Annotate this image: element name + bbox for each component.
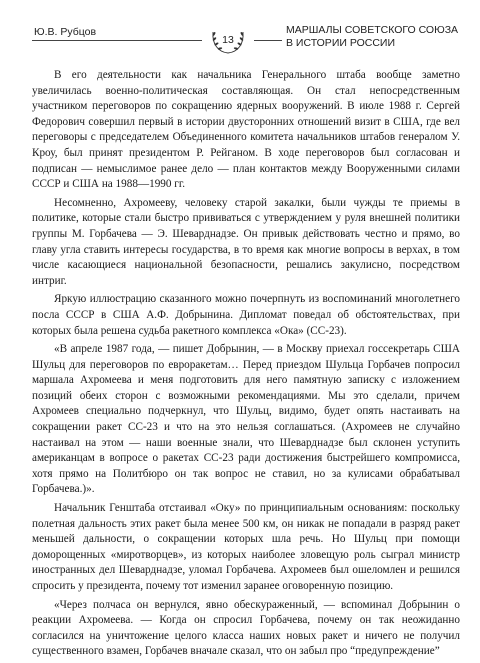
header-rule-left <box>32 40 202 41</box>
page-number: 13 <box>222 34 234 46</box>
page-header <box>0 0 480 62</box>
paragraph: Несомненно, Ахромееву, человеку старой закалки, были чужды те приемы в политике, которые стали быстро прививаться с утверждением у руля внешней политики группы М. Горбачева — Э. Шеварднадзе. Он привык действовать честно и прямо, во главу угла ставить интересы государства, в то время как многие вопросы в верхах, в том числе касающиеся национальной безопасности, решались закулисно, посредством интриг. <box>32 196 460 287</box>
paragraph: Начальник Генштаба отстаивал «Оку» по принципиальным основаниям: поскольку полетная дальность этих ракет была менее 500 км, он никак не попадали в разряд ракет меньшей дальности, о сокращении которых шла речь. Но Шульц при помощи доморощенных «миротворцев», из которых наиболее зловещую роль сыграл министр иностранных дел Шеварднадзе, уломал Горбачева. Ахромеев был ошеломлен и решился спросить у президента, почему тот изменил заранее оговоренную позицию. <box>32 502 460 592</box>
running-series-title <box>286 24 458 50</box>
paragraph: «В апреле 1987 года, — пишет Добрынин, — в Москву приехал госсекретарь США Шульц для переговоров по евроракетам… Перед приездом Шульца Горбачев попросил маршала Ахромеева и меня подготовить для него памятную записку с изложением позиций обеих сторон с возможными рекомендациями. Мы это сделали, причем Ахромеев специально подчеркнул, что Шульц, видимо, будет опять настаивать на сокращении ракет СС-23 и что на это нельзя соглашаться. (Ахромеев не случайно настаивал на этом — наши военные знали, что Шеварднадзе был склонен уступить американцам в вопросе о ракетах СС-23 ради достижения быстрейшего компромисса, хотя прямо на Политбюро он так вопрос не ставил, но за кулисами обрабатывал Горбачева.)». <box>32 343 460 496</box>
body-text <box>32 68 460 663</box>
header-rule-right <box>254 40 282 41</box>
running-author: Ю.В. Рубцов <box>34 26 97 38</box>
series-title-line-1: МАРШАЛЫ СОВЕТСКОГО СОЮЗА <box>286 24 459 36</box>
paragraph: Яркую иллюстрацию сказанного можно почерпнуть из воспоминаний многолетнего посла СССР в США А.Ф. Добрынина. Дипломат поведал об обстоятельствах, при которых была решена судьба ракетного комплекса «Ока» (СС-23). <box>32 293 460 337</box>
paragraph: «Через полчаса он вернулся, явно обескураженный, — вспоминал Добрынин о реакции Ахромеева. — Когда он спросил Горбачева, почему он так неожиданно согласился на уничтожение целого класса наших новых ракет и ничего не получил существенного взамен, Горбачев вначале сказал, что он забыл про “предупреждение” <box>32 598 460 658</box>
paragraph: В его деятельности как начальника Генерального штаба вообще заметно увеличилась военно-политическая составляющая. Он стал непосредственным участником переговоров по сокращению ядерных вооружений. В июле 1988 г. Сергей Федорович совершил первый в истории двусторонних отношений визит в США, где вел переговоры с председателем Объединенного комитета начальников штабов генералом У. Кроу, был принят президентом Р. Рейганом. В ходе переговоров был согласован и подписан — немыслимое ранее дело — план контактов между Вооруженными силами СССР и США на 1988—1990 гг. <box>32 69 460 191</box>
series-title-line-2: В ИСТОРИИ РОССИИ <box>286 37 396 49</box>
